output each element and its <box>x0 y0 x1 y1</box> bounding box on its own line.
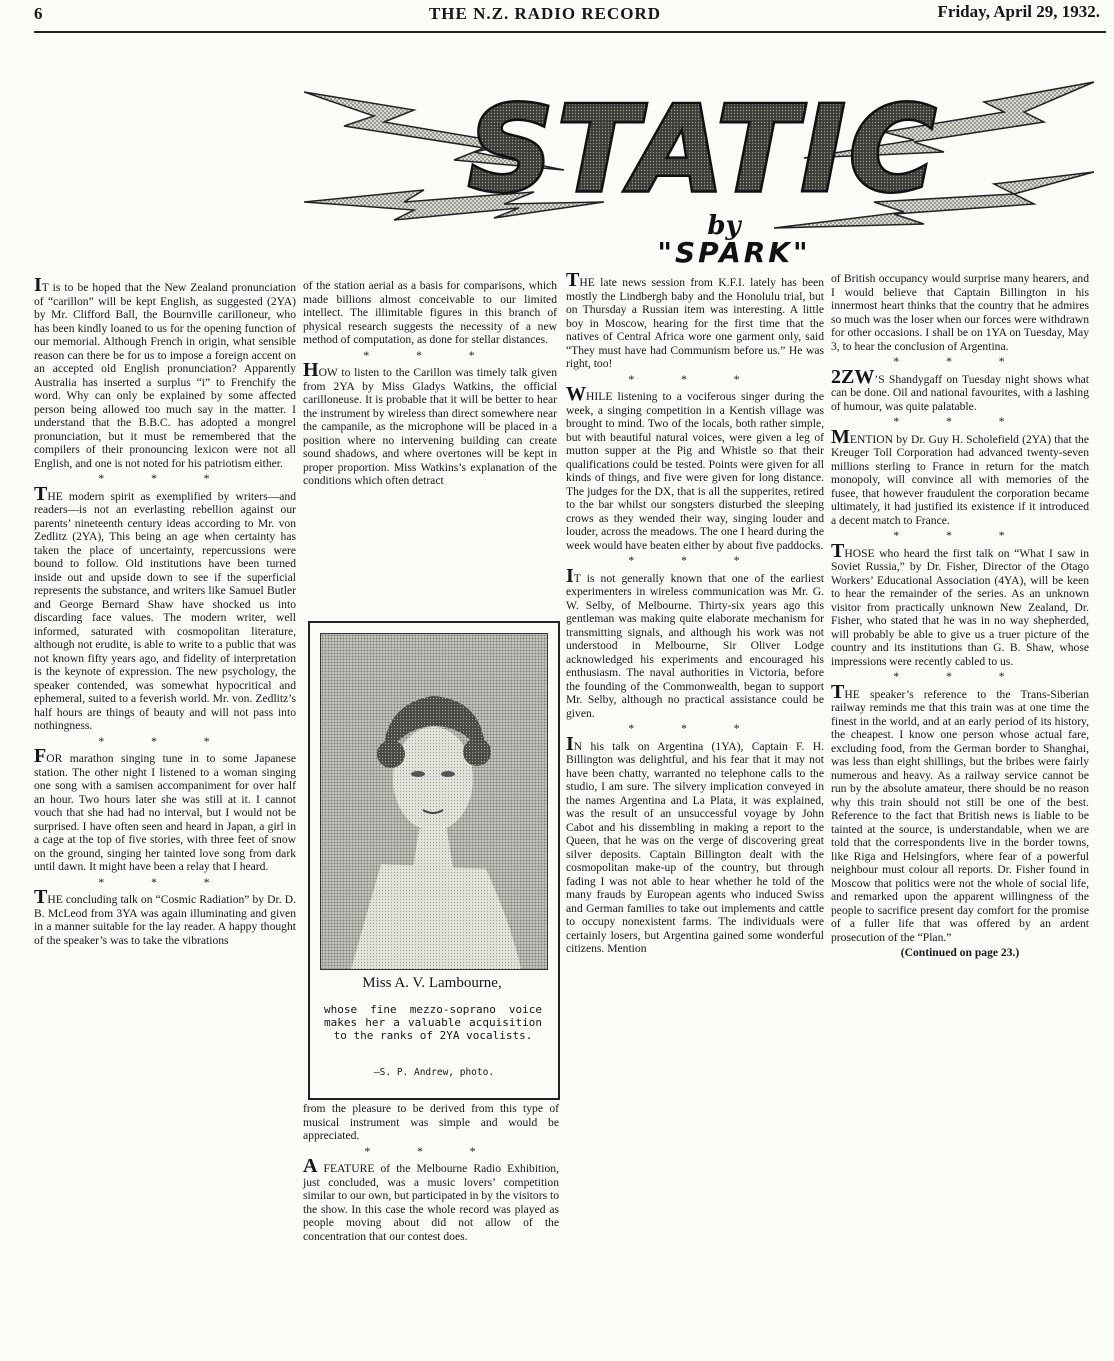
masthead-rule <box>34 31 1106 33</box>
item-kreuger: MENTION by Dr. Guy H. Scholefield (2YA) that the Kreuger Toll Corporation had advanced twenty-seven millions sterling to France in return for the match monopoly, will convince all with memories of the fusee, that however fraudulent the corporation became ultimately, it had justified its existence if it introduced a decent match to France. <box>831 425 1089 527</box>
column-2-bottom <box>303 1102 559 1245</box>
banner-artwork <box>304 52 1094 274</box>
photo-credit: —S. P. Andrew, photo. <box>373 1067 495 1078</box>
separator: * * * <box>628 722 762 735</box>
separator: * * * <box>98 875 232 889</box>
separator: * * * <box>893 670 1027 683</box>
separator: * * * <box>893 415 1027 428</box>
separator: * * * <box>364 1144 498 1158</box>
column-4 <box>831 272 1089 962</box>
item-carillon: IT is to be hoped that the New Zealand pronunciation of “carillon” will be kept English, as suggested (2YA) by Mr. Clifford Ball, the Bournville carilloneur, who has been kindly loaned to us for the opening function of our memorial. Although French in origin, what sensible reason can there be for us to impose a foreign accent on an accepted old English pronunciation? Apparently Australia has inserted a surplus “i” to Frenchify the word. Why can only be explained by some affected person being allowed too much say in the matter. I understand that the B.B.C. has adopted a mongrel pronunciation, but it must be remembered that the compilers of their pronouncing lexicon were not all English, and one is not noted for his patriotism either. <box>34 274 296 470</box>
item-melbourne-exhibition: A FEATURE of the Melbourne Radio Exhibition, just concluded, was a music lovers’ competition similar to our own, but participated in by the visitors to the show. In this case the whole record was played as people moving about did not allow of the concentration that our contest does. <box>303 1155 559 1243</box>
continued-note: (Continued on page 23.) <box>900 946 1020 959</box>
item-cosmic-radiation: THE concluding talk on “Cosmic Radiation” by Dr. D. B. McLeod from 3YA was again illuminating and given in a manner suitable for the lay reader. A happy thought of the speaker’s was to take the vibrations <box>34 886 296 947</box>
item-argentina: IN his talk on Argentina (1YA), Captain F. H. Billington was delightful, and his fear that it may not have been chatty, warranted no telephone calls to the studio, I am sure. The silvery implication conveyed in the names Argentina and La Plata, it was explained, was the result of an unsuccessful voyage by John Cabot and his dissembling in making a report to the Queen, that he was on the verge of discovering great silver deposits. Captain Billington dealt with the cosmopolitan make-up of the country, but through fading I was not able to hear whether he told of the many frauds by European agents who induced Swiss and German families to take out implements and cattle to occupy nonexistent farms. The individuals were certainly losers, but Argentina gained some wonderful citizens. Mention <box>566 732 824 955</box>
photo-caption-name: Miss A. V. Lambourne, <box>362 975 502 991</box>
newspaper-title: THE N.Z. RADIO RECORD <box>428 4 662 23</box>
item-cosmic-continued: of the station aerial as a basis for comparisons, which made billions almost conceivable to our limited intellect. The illimitable figures in this branch of physical research suggests the necessity of a new method of computation, as done for stellar distances. <box>303 279 557 346</box>
item-kentish-village: WHILE listening to a vociferous singer during the week, a singing competition in a Kentish village was brought to mind. Two of the locals, both rather simple, but with beautiful natural voices, were given a leg of mutton supper at the Pig and Whistle so that their qualifications could be tested. Points were given for all kinds of things, and five were given for long distance. The judges for the DX, that is all the supperites, retired to the bar whilst our songsters disturbed the sleeping crows as they wended their way, singing louder and louder, across the meadows. The one I heard during the week would have beaten either by about five paddocks. <box>566 383 824 552</box>
separator: * * * <box>628 372 762 386</box>
column-3 <box>566 269 824 958</box>
item-2zw-shandygaff: 2ZW’S Shandygaff on Tuesday night shows what can be done. Oil and national favourites, with a lashing of humour, was quite palatable. <box>831 365 1089 413</box>
item-selby: IT is not generally known that one of the earliest experimenters in wireless communication was Mr. G. W. Selby, of Melbourne. Thirty-six years ago this gentleman was making quite elaborate mechanism for transmitting signals, and although his work was not understood in Melbourne, Sir Oliver Lodge acknowledged his experiments and encouraged his enthusiasm. The naval authorities in Victoria, before the founding of the Commonwealth, began to support Mr. Selby, although no practical assistance could be given. <box>566 564 824 720</box>
separator: * * * <box>98 472 232 485</box>
page-number: 6 <box>34 4 43 23</box>
photo-box <box>308 621 560 1100</box>
static-banner <box>304 52 1094 274</box>
item-soviet-russia: THOSE who heard the first talk on “What I saw in Soviet Russia,” by Dr. Fisher, Director of the Otago Workers’ Educational Association (4YA), will be keen to hear the remainder of the series. As an unknown visitor from practically unknown New Zealand, Dr. Fisher, who stated that he was in no way shepherded, will probably be able to give us a truer picture of the country and its institutions than G. B. Shaw, whose impressions were recently cabled to us. <box>831 539 1089 668</box>
separator: * * * <box>893 355 1027 368</box>
column-2 <box>303 279 557 490</box>
item-carillon-listening: HOW to listen to the Carillon was timely talk given from 2YA by Miss Gladys Watkins, the official carilloneuse. It is probable that it will be better to hear the instrument by wireless than direct somewhere near the campanile, as the microphone will be placed in a position where no intervening building can create sound shadows, and where overtones will be kept in proper proportion. Miss Watkins’s explanation of the conditions which often detract <box>303 359 557 487</box>
separator: * * * <box>628 554 762 567</box>
separator: * * * <box>98 734 232 748</box>
item-trans-siberian: THE speaker’s reference to the Trans-Siberian railway reminds me that this train was at one time the finest in the world, and at an early period of its history, the cheapest. I know one person whose actual fare, excluding food, from the German border to Shanghai, was less than eight shillings, but the bribes were fairly numerous and heavy. As a railway service cannot be run by the absolute amateur, there should be no reason why this train should not still be one of the best. Reference to the fact that British news is liable to be tainted at the source, is understandable, when we are told that the correspondents live in the border towns, like Riga and Helsingfors, where fear of a powerful neighbour must colour all reports. Dr. Fisher found in Moscow that politics were not the whole of social life, and remarked upon the apparent willingness of the people to sacrifice present day comfort for the promise of a fuller life that was offered by an ardent prosecution of the “Plan.” <box>831 680 1089 944</box>
separator: * * * <box>893 529 1027 542</box>
photo-caption: whose fine mezzo-soprano voice makes her a valuable acquisition to the ranks of 2YA vocalists. <box>324 1003 542 1042</box>
byline-by: by <box>707 211 741 241</box>
item-modern-spirit: THE modern spirit as exemplified by writers—and readers—is not an everlasting rebellion against our parents’ nineteenth century ideas according to Mr. von Zedlitz (2YA), This being an age when certainty has taken the place of uncertainty, repercussions were bound to follow. Old institutions have been turned inside out and upside down to see if the superficial represents the substance, and writers like Samuel Butler and George Bernard Shaw have shocked us into discarding face values. The modern writer, well informed, saturated with cosmopolitan literature, although not erudite, is able to write to a public that was not known fifty years ago, and fidelity of interpretation is the keynote of expression. The new psychology, the speaker contended, was somewhat hypocritical and ephemeral, suited to a feverish world. Mr. von. Zedlitz’s half hours are things of beauty and will not pass into nothingness. <box>34 482 296 732</box>
item-carillon-continued: from the pleasure to be derived from this type of musical instrument was simple and would be appreciated. <box>303 1102 559 1142</box>
byline-spark: "SPARK" <box>657 236 811 269</box>
item-argentina-continued: of British occupancy would surprise many hearers, and I would believe that Captain Billington in his innermost heart thinks that the country that he admires so much was the loser when our forces were withdrawn for other occasions. I shall be on 1YA on Tuesday, May 3, to hear the conclusion of Argentina. <box>831 272 1089 353</box>
column-1 <box>34 274 296 949</box>
headline-static: STATIC <box>468 80 940 218</box>
portrait-photo <box>320 633 548 970</box>
item-kfi-news: THE late news session from K.F.I. lately has been mostly the Lindbergh baby and the Honolulu trial, but on Thursday a Russian item was interesting. A little boy in Moscow, hearing for the first time that the natives of Central Africa wore one garment only, said “They must have had Communism before us.” He was right, too! <box>566 269 824 370</box>
separator: * * * <box>363 348 497 362</box>
portrait-image <box>321 634 547 969</box>
item-marathon-singing: FOR marathon singing tune in to some Japanese station. The other night I listened to a woman singing one song with a samisen accompaniment for over half an hour. Two hours later she was still at it. I cannot vouch that she had had no interval, but I would not be surprised. I have often seen and heard in Japan, a girl in a cage at the top of five stories, with three feet of snow on the ground, singing her tainted love song from dark until dawn. It might have been a relay that I heard. <box>34 745 296 873</box>
issue-date: Friday, April 29, 1932. <box>937 2 1100 21</box>
